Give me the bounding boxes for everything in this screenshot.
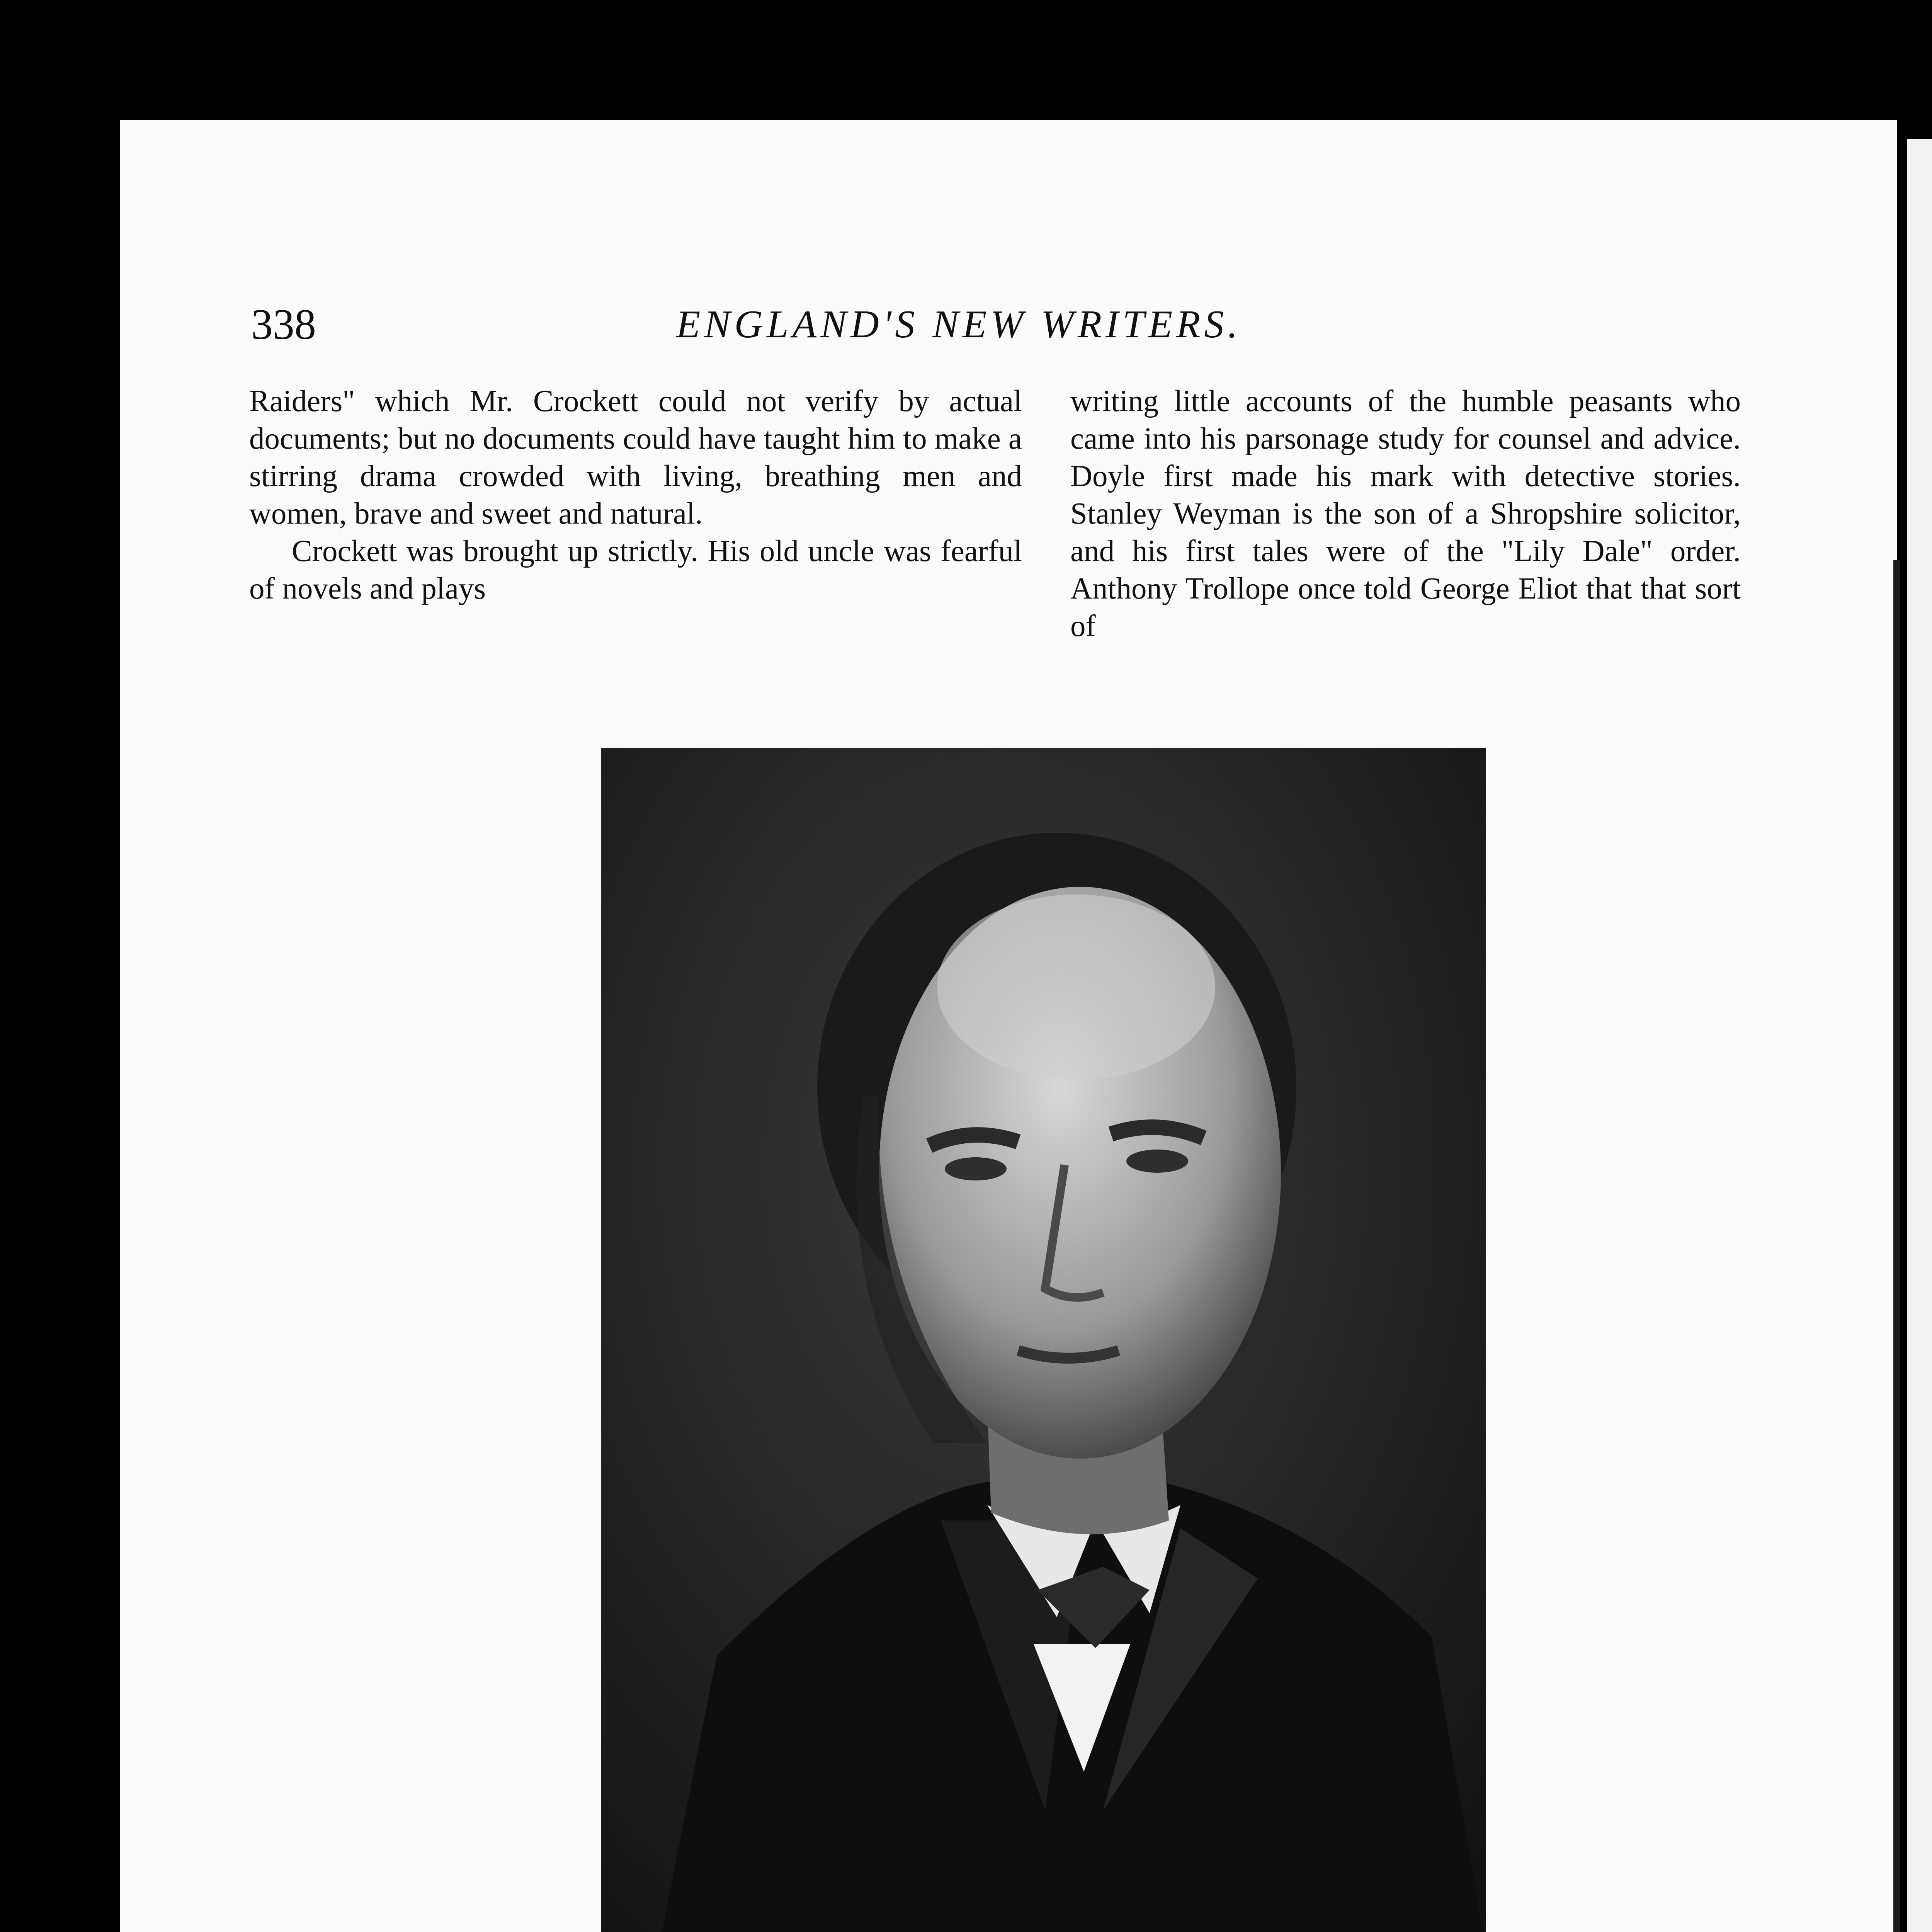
- page-gutter: [1893, 560, 1900, 1932]
- portrait-image: [601, 748, 1486, 1932]
- column-top-right: [1070, 383, 1741, 645]
- running-head: [251, 294, 1777, 355]
- facing-page-edge: [1907, 139, 1932, 1932]
- paragraph: Crockett was brought up strictly. His old uncle was fearful of novels and plays: [249, 534, 1022, 605]
- page-number: 338: [251, 301, 316, 349]
- paragraph: Raiders" which Mr. Crockett could not verify by actual documents; but no documents could have taught him to make a stirring drama crowded with living, breathing men and women, brave and sweet and natural.: [249, 384, 1022, 531]
- portrait-photograph: [601, 748, 1486, 1932]
- column-top-left: [249, 383, 1022, 607]
- page-title: ENGLAND'S NEW WRITERS.: [676, 303, 1242, 346]
- paragraph: writing little accounts of the humble peasants who came into his parsonage study for counsel and advice. Doyle first made his mark with detective stories. Stanley Weyman is the son of a Shropshire solicitor, and his first tales were of the "Lily Dale" order. Anthony Trollope once told George Eliot that that sort of: [1070, 384, 1741, 643]
